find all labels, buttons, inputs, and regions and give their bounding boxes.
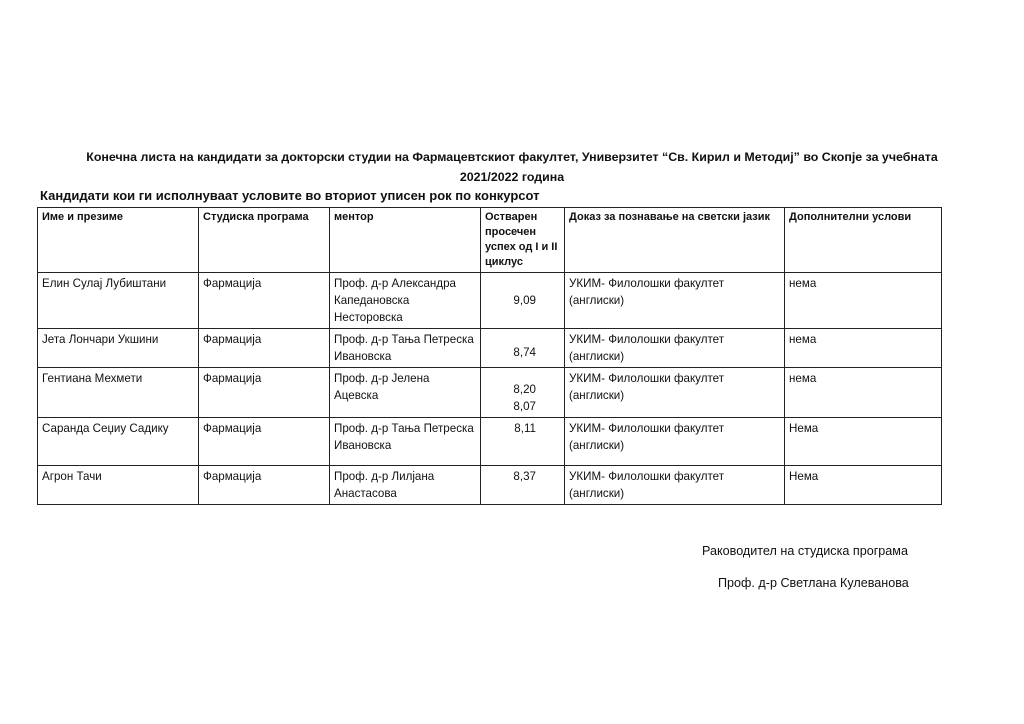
signature-name: Проф. д-р Светлана Кулеванова: [718, 576, 909, 590]
cell-additional: нема: [785, 273, 942, 329]
header-additional: Дополнителни услови: [785, 208, 942, 273]
average-value: 8,37: [513, 470, 536, 483]
cell-language: УКИМ- Филолошки факултет (англиски): [565, 329, 785, 368]
title-line-1: Конечна листа на кандидати за докторски студии на Фармацевтскиот факултет, Универзитет “Св. Кирил и Методиј” во Скопје за учебната: [86, 150, 938, 164]
average-value: 8,74: [513, 346, 536, 359]
average-value: 8,20: [513, 383, 536, 396]
candidates-table: [37, 207, 942, 505]
table-row: [38, 329, 942, 368]
cell-mentor: Проф. д-р Тања Петреска Ивановска: [330, 329, 481, 368]
cell-program: Фармација: [199, 466, 330, 505]
cell-mentor: Проф. д-р Јелена Ацевска: [330, 368, 481, 418]
table-row: [38, 273, 942, 329]
cell-additional: Нема: [785, 466, 942, 505]
cell-additional: нема: [785, 368, 942, 418]
cell-language: УКИМ- Филолошки факултет (англиски): [565, 368, 785, 418]
cell-language: УКИМ- Филолошки факултет (англиски): [565, 466, 785, 505]
cell-average: [481, 418, 565, 466]
cell-mentor: Проф. д-р Лилјана Анастасова: [330, 466, 481, 505]
header-program: Студиска програма: [199, 208, 330, 273]
header-name: Име и презиме: [38, 208, 199, 273]
cell-additional: Нема: [785, 418, 942, 466]
header-language: Доказ за познавање на светски јазик: [565, 208, 785, 273]
cell-language: УКИМ- Филолошки факултет (англиски): [565, 418, 785, 466]
cell-average: [481, 329, 565, 368]
cell-language: УКИМ- Филолошки факултет (англиски): [565, 273, 785, 329]
cell-program: Фармација: [199, 273, 330, 329]
cell-program: Фармација: [199, 368, 330, 418]
average-value: 8,11: [514, 422, 536, 435]
cell-average: [481, 273, 565, 329]
cell-name: Елин Сулај Лубиштани: [38, 273, 199, 329]
cell-average: [481, 466, 565, 505]
cell-name: Саранда Сеџиу Садику: [38, 418, 199, 466]
document-title: [40, 147, 984, 187]
table-header-row: [38, 208, 942, 273]
cell-name: Агрон Тачи: [38, 466, 199, 505]
table-row: [38, 418, 942, 466]
header-average: Остварен просечен успех од I и II циклус: [481, 208, 565, 273]
cell-average: [481, 368, 565, 418]
cell-additional: нема: [785, 329, 942, 368]
cell-mentor: Проф. д-р Тања Петреска Ивановска: [330, 418, 481, 466]
cell-name: Гентиана Мехмети: [38, 368, 199, 418]
average-value: 9,09: [513, 294, 536, 307]
cell-program: Фармација: [199, 418, 330, 466]
signature-role: Раководител на студиска програма: [702, 544, 908, 558]
header-mentor: ментор: [330, 208, 481, 273]
table-row: [38, 466, 942, 505]
title-line-2: 2021/2022 година: [459, 170, 565, 184]
average-value-extra: 8,07: [513, 400, 536, 413]
document-subtitle: Кандидати кои ги исполнуваат условите во вториот уписен рок по конкурсот: [40, 188, 540, 203]
cell-program: Фармација: [199, 329, 330, 368]
cell-mentor: Проф. д-р Александра Капедановска Несторовска: [330, 273, 481, 329]
cell-name: Јета Лончари Укшини: [38, 329, 199, 368]
table-row: [38, 368, 942, 418]
